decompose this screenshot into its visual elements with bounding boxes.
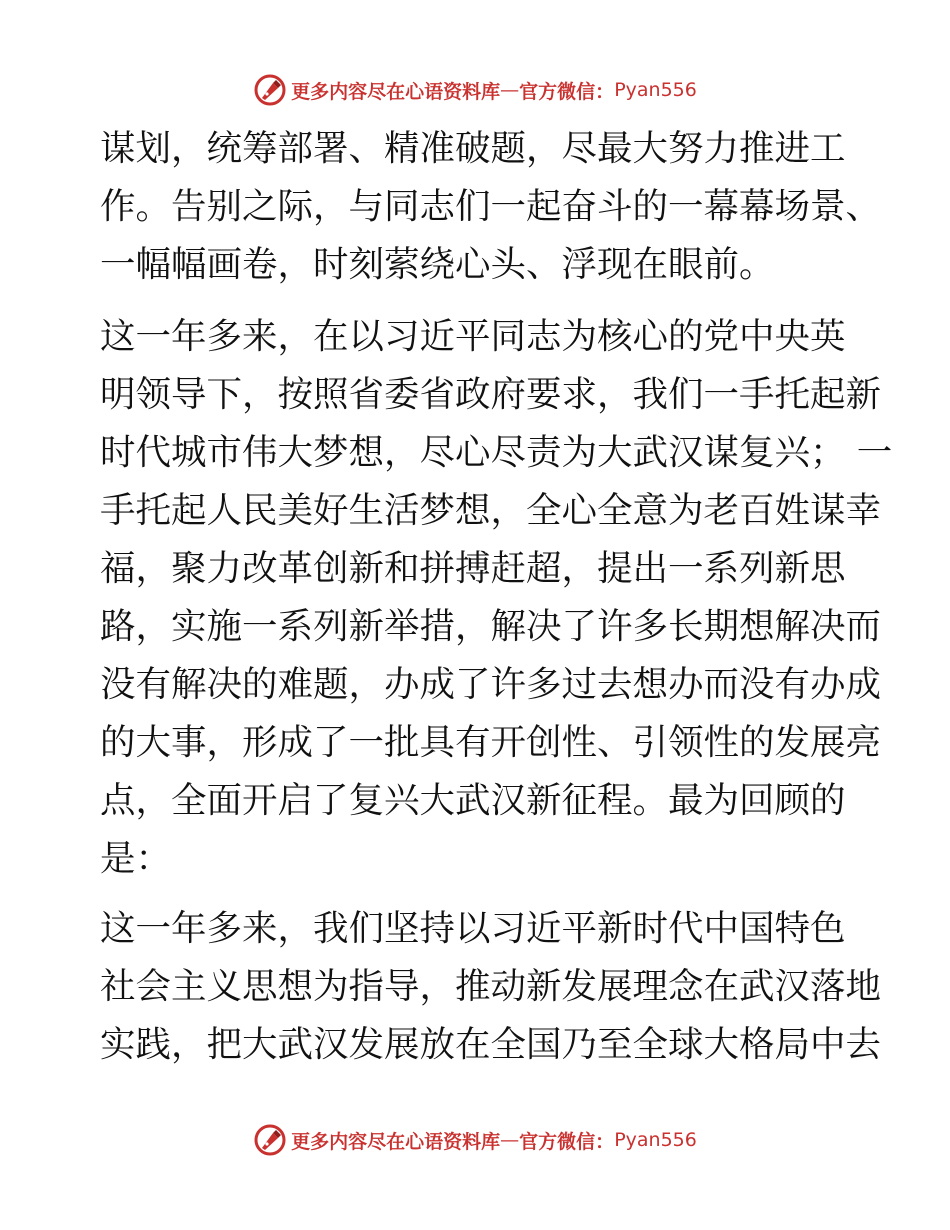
header-brand-text: 更多内容尽在心语资料库	[291, 80, 501, 103]
text-line: 社会主义思想为指导，推动新发展理念在武汉落地	[100, 966, 882, 1007]
header-wechat-label: 官方微信：	[519, 80, 615, 103]
pen-nib-logo-icon	[253, 73, 287, 107]
text-line: 明领导下，按照省委省政府要求，我们一手托起新	[100, 374, 882, 415]
header-separator: —	[500, 79, 520, 101]
text-line: 这一年多来，我们坚持以习近平新时代中国特色	[100, 908, 846, 949]
header-wechat-id: Pyan556	[614, 79, 697, 101]
text-line: 一幅幅画卷，时刻萦绕心头、浮现在眼前。	[100, 244, 775, 285]
text-line: 这一年多来，在以习近平同志为核心的党中央英	[100, 316, 846, 357]
footer-brand-text: 更多内容尽在心语资料库	[291, 1130, 501, 1153]
text-line: 路，实施一系列新举措，解决了许多长期想解决而	[100, 606, 882, 647]
text-line: 实践，把大武汉发展放在全国乃至全球大格局中去	[100, 1024, 882, 1065]
text-line: 福，聚力改革创新和拼搏赶超，提出一系列新思	[100, 548, 846, 589]
header-banner	[0, 70, 950, 110]
document-body	[100, 120, 893, 1074]
paragraph-2	[100, 308, 893, 888]
text-line: 作。告别之际，与同志们一起奋斗的一幕幕场景、	[100, 186, 882, 227]
text-line: 点，全面开启了复兴大武汉新征程。最为回顾的	[100, 780, 846, 821]
footer-wechat-label: 官方微信：	[519, 1130, 615, 1153]
text-line: 没有解决的难题，办成了许多过去想办而没有办成	[100, 664, 882, 705]
pen-nib-logo-icon	[253, 1123, 287, 1157]
paragraph-1	[100, 120, 882, 294]
paragraph-3	[100, 900, 882, 1074]
text-line: 谋划，统筹部署、精准破题，尽最大努力推进工	[100, 128, 846, 169]
footer-separator: —	[500, 1129, 520, 1151]
text-line: 手托起人民美好生活梦想，全心全意为老百姓谋幸	[100, 490, 882, 531]
footer-banner	[0, 1120, 950, 1160]
text-line: 时代城市伟大梦想，尽心尽责为大武汉谋复兴； 一	[100, 432, 893, 473]
text-line: 是：	[100, 838, 172, 879]
text-line: 的大事，形成了一批具有开创性、引领性的发展亮	[100, 722, 882, 763]
footer-wechat-id: Pyan556	[614, 1129, 697, 1151]
